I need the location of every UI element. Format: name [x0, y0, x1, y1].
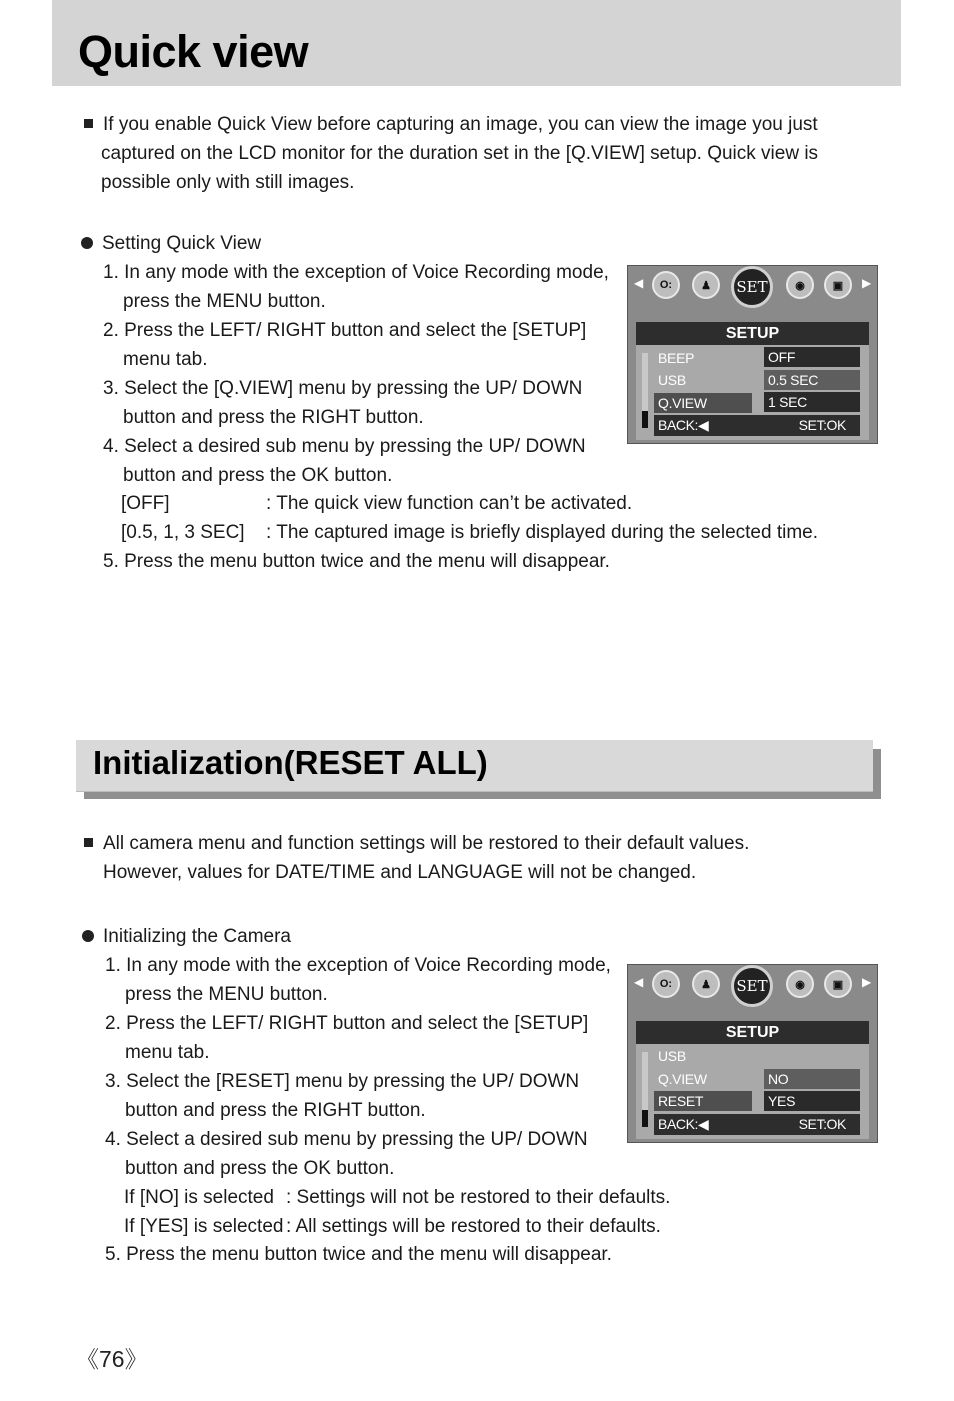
setup-tab-icon: SET — [731, 266, 773, 308]
section-header-quick-view — [52, 0, 901, 86]
round-bullet-icon — [82, 930, 94, 942]
step-line: menu tab. — [125, 1042, 210, 1063]
final-step: 5. Press the menu button twice and the menu will disappear. — [103, 551, 610, 572]
camera-menu-screen — [627, 265, 878, 444]
step-line: 3. Select the [Q.VIEW] menu by pressing the UP/ DOWN — [103, 378, 583, 399]
right-arrow-icon: ▶ — [862, 276, 872, 290]
user-icon: ♟ — [692, 271, 720, 299]
square-bullet-icon — [84, 838, 93, 847]
steps-list — [105, 951, 611, 1183]
steps-heading: Initializing the Camera — [82, 922, 291, 951]
left-arrow-icon: ◀ — [634, 276, 644, 290]
intro-paragraph: If you enable Quick View before capturing an image, you can view the image you just captured on the LCD monitor for the duration set in the [Q.VIEW] setup. Quick view is possible only with still images. — [84, 110, 818, 197]
setup-panel-title: SETUP — [636, 322, 869, 345]
sound-icon: ◉ — [786, 271, 814, 299]
square-bullet-icon — [84, 119, 93, 128]
step-line: menu tab. — [123, 349, 208, 370]
final-step: 5. Press the menu button twice and the menu will disappear. — [105, 1244, 612, 1265]
scrollbar-thumb — [642, 1110, 648, 1127]
step-line: button and press the OK button. — [123, 465, 393, 486]
step-line: 1. In any mode with the exception of Voice Recording mode, — [105, 955, 611, 976]
section-title: Quick view — [78, 26, 309, 77]
scrollbar-thumb — [642, 411, 648, 428]
ok-hint: SET:OK — [798, 417, 846, 433]
option-row: [OFF] : The quick view function can’t be activated. — [121, 493, 633, 514]
step-line: 4. Select a desired sub menu by pressing the UP/ DOWN — [103, 436, 586, 457]
step-line: button and press the RIGHT button. — [123, 407, 424, 428]
menu-item: Q.VIEW — [658, 1071, 707, 1087]
menu-item: USB — [658, 1048, 686, 1064]
setup-panel-title: SETUP — [636, 1021, 869, 1044]
menu-item: USB — [658, 372, 686, 388]
option-row: If [NO] is selected : Settings will not be restored to their defaults. — [124, 1187, 671, 1208]
camera-settings-icon: O: — [652, 970, 680, 998]
menu-item-selected: Q.VIEW — [654, 393, 752, 413]
option-row: If [YES] is selected : All settings will be restored to their defaults. — [124, 1216, 661, 1237]
steps-list — [103, 258, 609, 490]
option-row: [0.5, 1, 3 SEC] : The captured image is briefly displayed during the selected time. — [121, 522, 819, 543]
step-line: 1. In any mode with the exception of Voice Recording mode, — [103, 262, 609, 283]
step-line: 2. Press the LEFT/ RIGHT button and select the [SETUP] — [105, 1013, 589, 1034]
print-icon: ▣ — [824, 970, 852, 998]
right-arrow-icon: ▶ — [862, 975, 872, 989]
round-bullet-icon — [81, 237, 93, 249]
submenu-item: 1 SEC — [764, 392, 860, 412]
menu-footer — [654, 1114, 860, 1135]
sound-icon: ◉ — [786, 970, 814, 998]
submenu-item: 0.5 SEC — [764, 370, 860, 390]
setup-panel — [636, 322, 869, 440]
user-icon: ♟ — [692, 970, 720, 998]
step-line: button and press the OK button. — [125, 1158, 395, 1179]
setup-panel — [636, 1021, 869, 1139]
step-line: 2. Press the LEFT/ RIGHT button and select the [SETUP] — [103, 320, 587, 341]
submenu-item: NO — [764, 1069, 860, 1089]
submenu-item: OFF — [764, 347, 860, 367]
page-number: 《76》 — [76, 1346, 148, 1372]
back-hint: BACK:◀ — [658, 417, 709, 433]
section-header-initialization — [76, 740, 873, 792]
menu-item-selected: RESET — [654, 1091, 752, 1111]
intro-paragraph: All camera menu and function settings will be restored to their default values. However, values for DATE/TIME and LANGUAGE will not be changed. — [84, 829, 749, 887]
back-hint: BACK:◀ — [658, 1116, 709, 1132]
ok-hint: SET:OK — [798, 1116, 846, 1132]
submenu-item: YES — [764, 1091, 860, 1111]
step-line: button and press the RIGHT button. — [125, 1100, 426, 1121]
menu-item: BEEP — [658, 350, 695, 366]
step-line: 4. Select a desired sub menu by pressing the UP/ DOWN — [105, 1129, 588, 1150]
print-icon: ▣ — [824, 271, 852, 299]
camera-settings-icon: O: — [652, 271, 680, 299]
section-title: Initialization(RESET ALL) — [93, 744, 488, 781]
left-arrow-icon: ◀ — [634, 975, 644, 989]
steps-heading: Setting Quick View — [81, 229, 261, 258]
camera-menu-screen — [627, 964, 878, 1143]
step-line: 3. Select the [RESET] menu by pressing the UP/ DOWN — [105, 1071, 580, 1092]
step-line: press the MENU button. — [125, 984, 328, 1005]
step-line: press the MENU button. — [123, 291, 326, 312]
menu-footer — [654, 415, 860, 436]
setup-tab-icon: SET — [731, 965, 773, 1007]
